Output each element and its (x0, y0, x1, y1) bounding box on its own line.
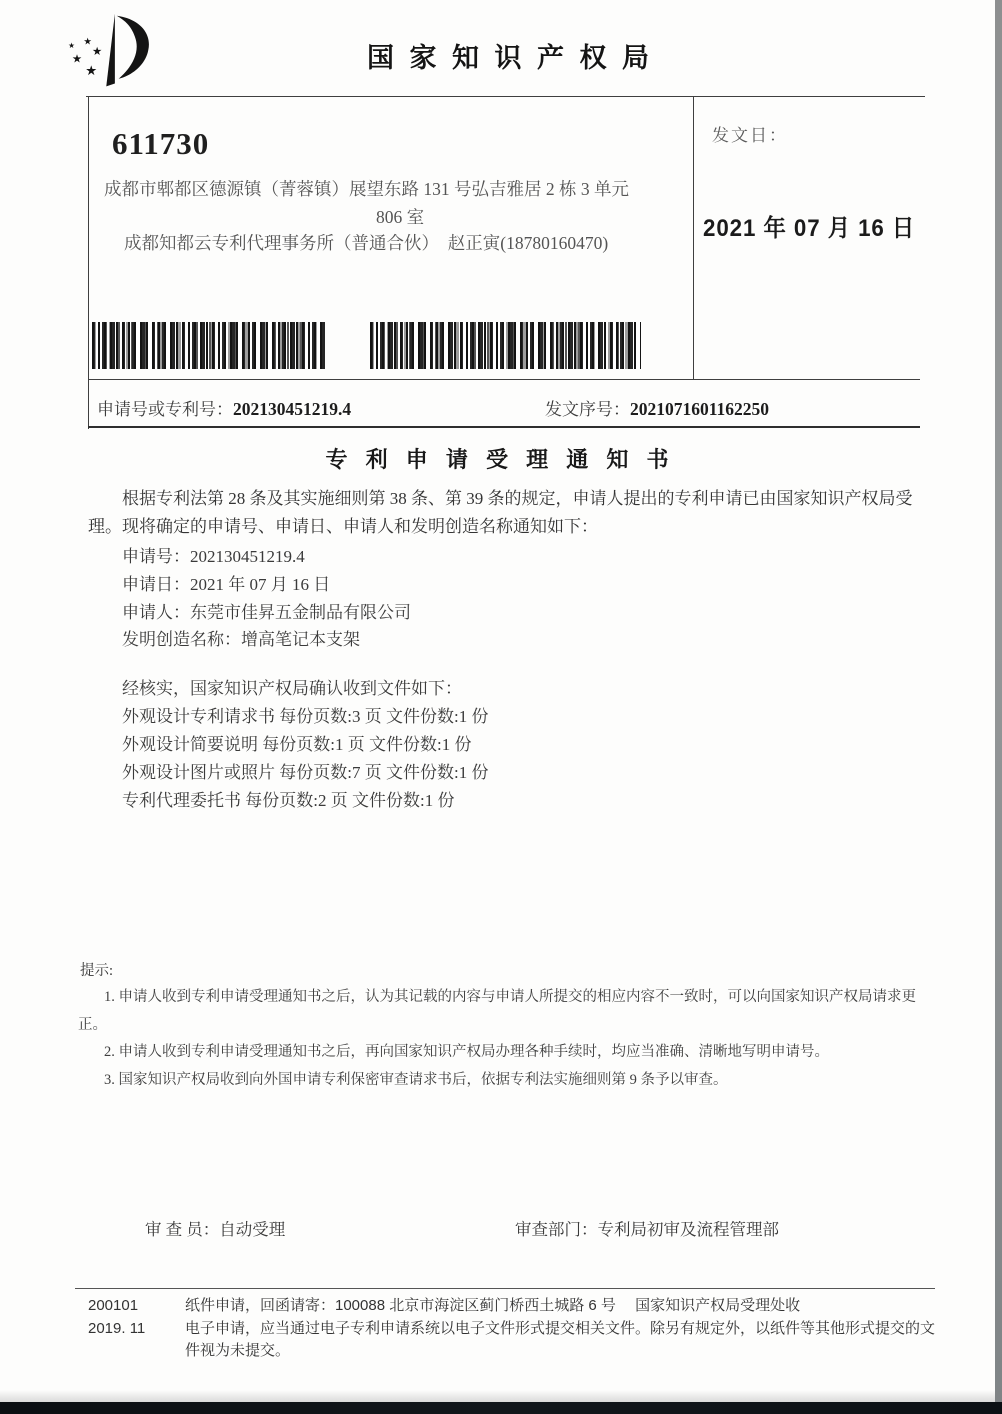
examiner-value: 自动受理 (219, 1220, 286, 1239)
footer-codes (88, 1295, 180, 1340)
department-label: 审查部门： (515, 1220, 598, 1239)
examiner-label: 审 查 员： (145, 1220, 220, 1239)
tip-item-3: 3. 国家知识产权局收到向外国申请专利保密审查请求书后，依据专利法实施细则第 9 条予以审查。 (104, 1071, 728, 1088)
notice-intro-paragraph: 根据专利法第 28 条及其实施细则第 38 条、第 39 条的规定，申请人提出的专利申请已由国家知识产权局受理。现将确定的申请号、申请日、申请人和发明创造名称通知如下： (88, 489, 913, 536)
tips-list (78, 984, 932, 1094)
barcode-left (92, 322, 325, 369)
department-value: 专利局初审及流程管理部 (597, 1220, 779, 1239)
department-row (515, 1216, 779, 1240)
cnipa-logo-icon (64, 10, 160, 94)
svg-text:★: ★ (71, 51, 83, 66)
reference-row-rule (88, 426, 920, 428)
scan-bottom-shadow (0, 1390, 1002, 1402)
dispatch-serial-number (545, 395, 769, 420)
svg-text:★: ★ (85, 63, 98, 79)
tip-item-2: 2. 申请人收到专利申请受理通知书之后，再向国家知识产权局办理各种手续时，均应当准确、清晰地写明申请号。 (104, 1044, 829, 1060)
notice-title: 专 利 申 请 受 理 通 知 书 (325, 447, 675, 472)
field-application-number: 申请号：202130451219.4 (122, 547, 305, 566)
application-fields (122, 543, 822, 654)
field-invention-title: 发明创造名称：增高笔记本支架 (122, 630, 360, 650)
dispatch-date-label: 发文日： (712, 126, 788, 145)
agent-line: 成都知都云专利代理事务所（普通合伙） 赵正寅(18780160470) (124, 233, 609, 253)
footer-text (185, 1295, 935, 1363)
svg-text:★: ★ (91, 43, 103, 58)
received-documents (122, 675, 822, 815)
header-rule (86, 96, 925, 97)
application-number-label: 申请号或专利号： (97, 400, 233, 419)
scan-right-edge (995, 0, 1002, 1414)
field-application-date: 申请日：2021 年 07 月 16 日 (122, 574, 331, 594)
field-applicant: 申请人：东莞市佳昇五金制品有限公司 (122, 602, 411, 622)
scan-bottom-edge (0, 1402, 1002, 1414)
footer-code-2: 2019. 11 (88, 1319, 146, 1337)
footer-electronic-line: 电子申请，应当通过电子专利申请系统以电子文件形式提交相关文件。除另有规定外，以纸件等其他形式提交的文件视为未提交。 (185, 1319, 936, 1359)
footer-rule (75, 1288, 935, 1289)
dispatch-date-value: 2021 年 07 月 16 日 (703, 215, 916, 242)
received-documents-header: 经核实，国家知识产权局确认收到文件如下： (122, 679, 462, 698)
received-document-item: 外观设计专利请求书 每份页数:3 页 文件份数:1 份 (122, 707, 489, 726)
mailing-address-line2: 806 室 (375, 207, 425, 227)
received-document-item: 专利代理委托书 每份页数:2 页 文件份数:1 份 (122, 791, 455, 810)
svg-text:★: ★ (83, 36, 92, 48)
svg-text:★: ★ (68, 41, 75, 51)
tips-label: 提示: (80, 963, 114, 979)
received-document-item: 外观设计图片或照片 每份页数:7 页 文件份数:1 份 (122, 763, 489, 782)
tip-item-1: 1. 申请人收到专利申请受理通知书之后，认为其记载的内容与申请人所提交的相应内容不一致时，可以向国家知识产权局请求更正。 (78, 989, 916, 1033)
dispatch-serial-label: 发文序号： (545, 400, 630, 419)
postal-code: 611730 (112, 126, 210, 161)
footer-paper-line: 纸件申请，回函请寄：100088 北京市海淀区蓟门桥西土城路 6 号 国家知识产权局受理处收 (185, 1297, 801, 1314)
examiner-row (145, 1216, 285, 1240)
agency-title: 国 家 知 识 产 权 局 (366, 43, 653, 73)
received-document-item: 外观设计简要说明 每份页数:1 页 文件份数:1 份 (122, 735, 472, 754)
mailing-address-line1: 成都市郫都区德源镇（菁蓉镇）展望东路 131 号弘吉雅居 2 栋 3 单元 (104, 179, 629, 199)
barcode-section-rule (88, 379, 920, 380)
application-number (97, 395, 351, 420)
barcode-right (370, 322, 641, 369)
dispatch-serial-value: 2021071601162250 (630, 399, 770, 419)
application-number-value: 202130451219.4 (233, 399, 352, 419)
footer-code-1: 200101 (88, 1297, 139, 1314)
